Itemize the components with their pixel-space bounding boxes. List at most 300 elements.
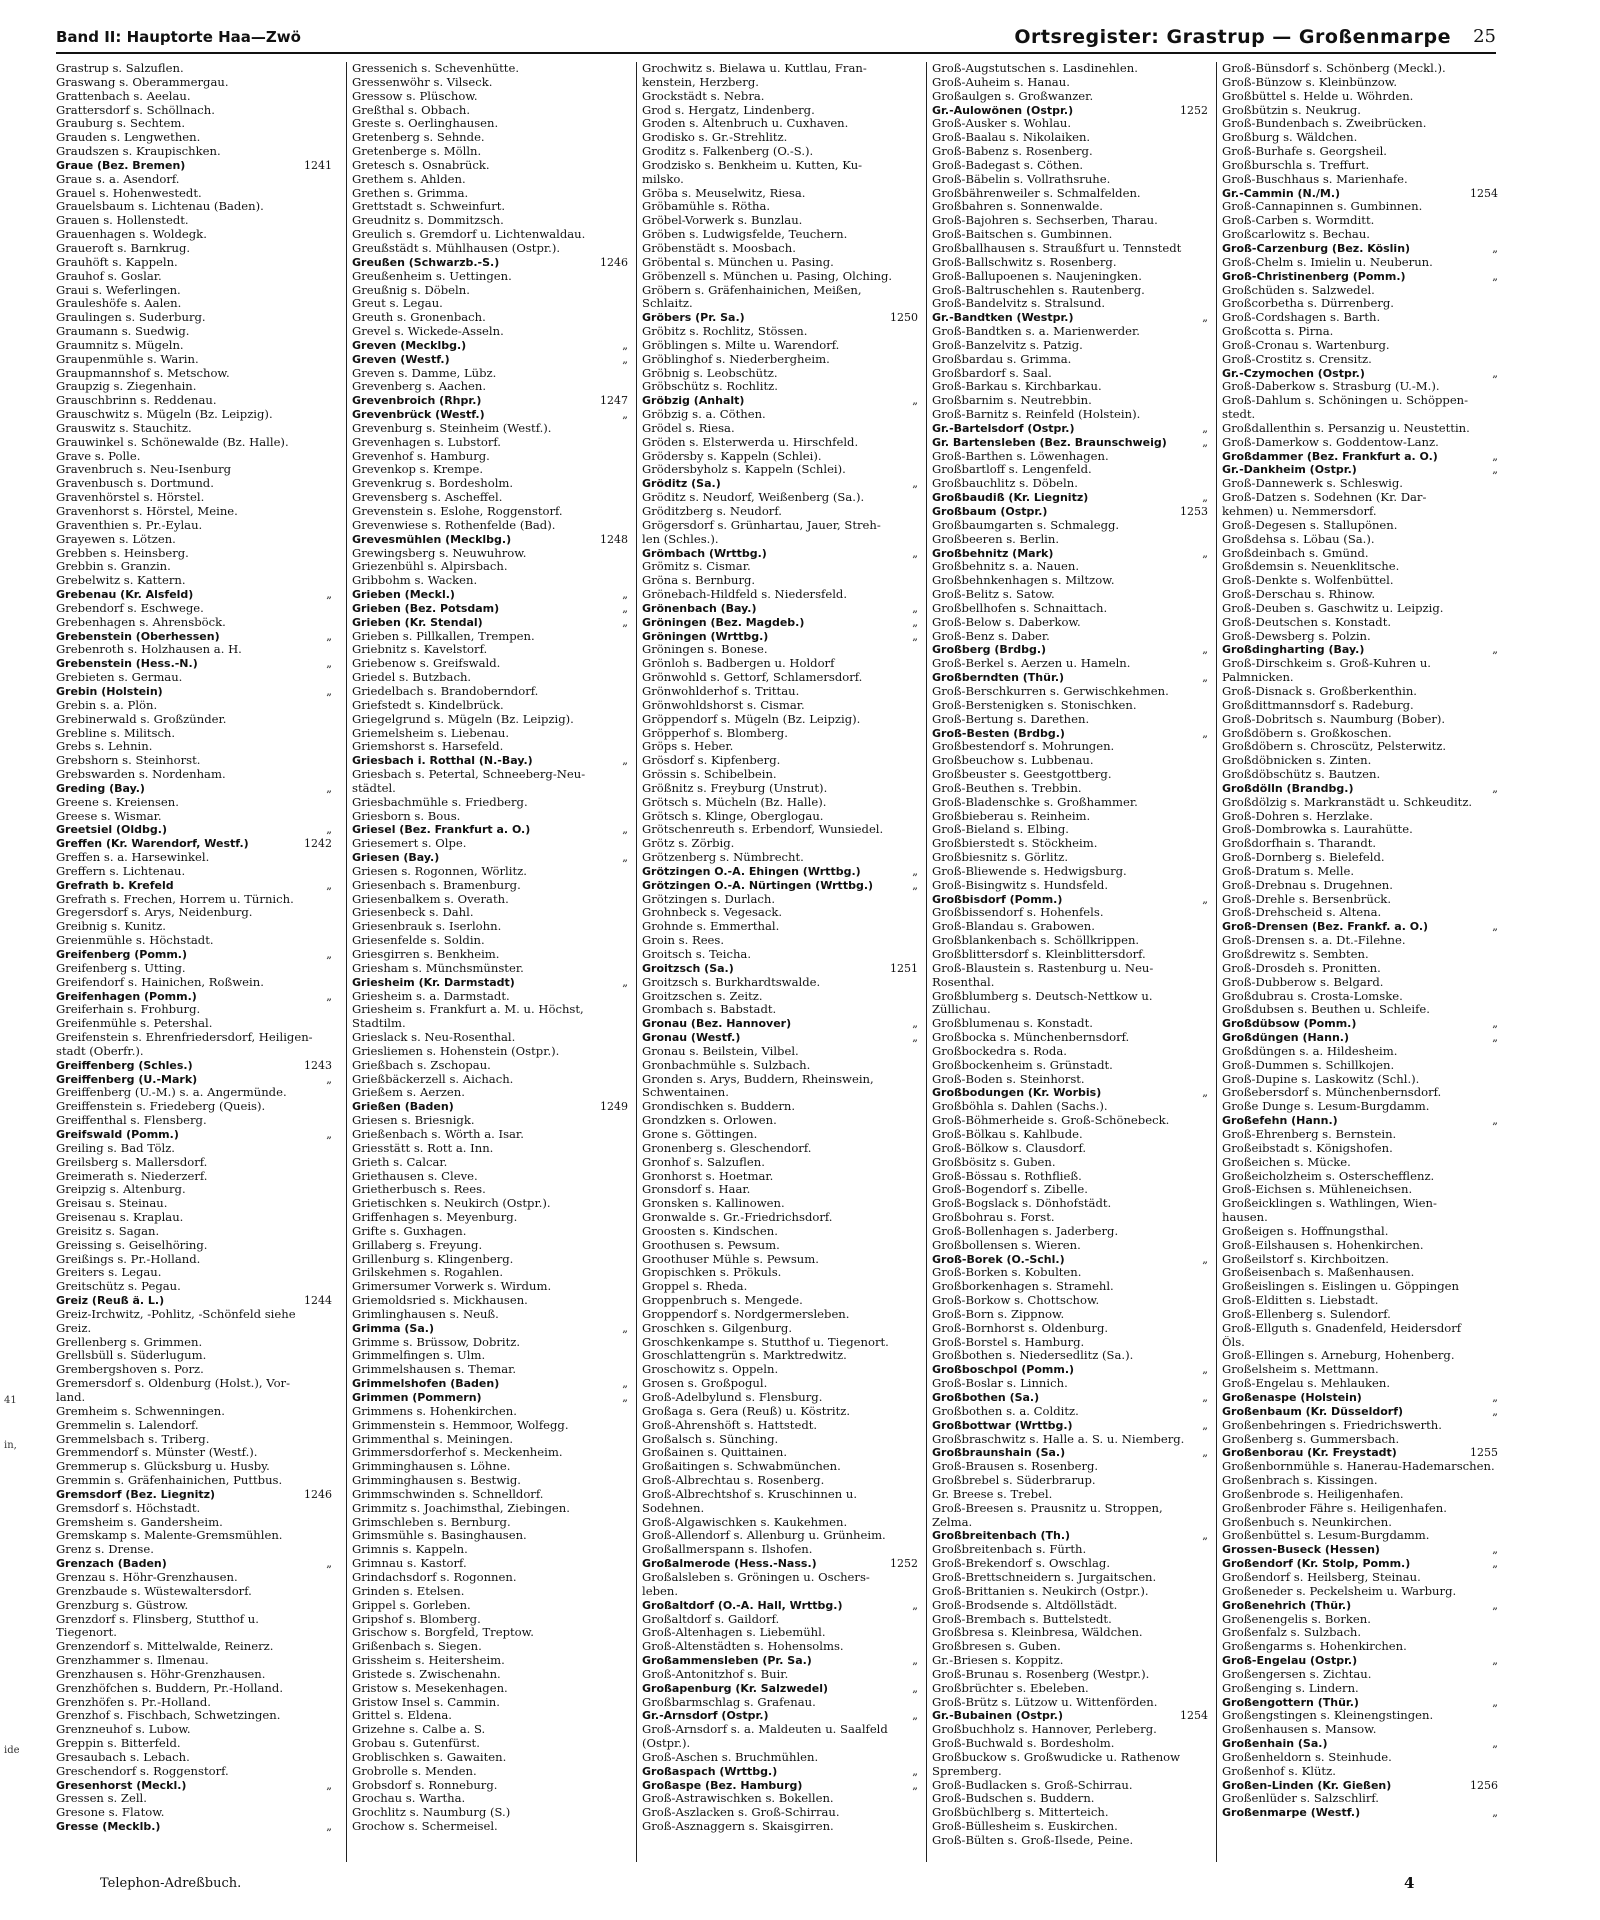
index-entry-page: „ bbox=[912, 1017, 918, 1031]
index-entry bbox=[1222, 948, 1498, 962]
index-entry bbox=[56, 1017, 332, 1031]
index-entry bbox=[352, 1626, 628, 1640]
index-entry-text: Griebnitz s. Kavelstorf. bbox=[352, 643, 488, 657]
index-entry-text: Groß-Banzelvitz s. Patzig. bbox=[932, 338, 1083, 352]
index-entry-text: Gr. Bartensleben (Bez. Braunschweig) bbox=[932, 435, 1167, 449]
index-entry bbox=[642, 270, 918, 284]
index-entry bbox=[642, 450, 918, 464]
index-entry-text: Grevel s. Wickede-Asseln. bbox=[352, 325, 504, 339]
index-entry bbox=[352, 865, 628, 879]
index-entry-main bbox=[56, 1820, 332, 1834]
index-entry-text: Groß-Beuthen s. Trebbin. bbox=[932, 781, 1082, 795]
index-entry bbox=[932, 256, 1208, 270]
index-entry-text: Grobau s. Gutenfürst. bbox=[352, 1737, 480, 1751]
index-entry bbox=[1222, 1142, 1498, 1156]
index-entry bbox=[932, 657, 1208, 671]
index-entry-page: 1247 bbox=[600, 394, 628, 408]
index-entry-main bbox=[642, 962, 918, 976]
index-entry bbox=[352, 1529, 628, 1543]
index-entry bbox=[642, 574, 918, 588]
index-entry-text: Grebenroth s. Holzhausen a. H. bbox=[56, 643, 242, 657]
index-entry-page: „ bbox=[1492, 241, 1498, 255]
index-entry bbox=[1222, 1571, 1498, 1585]
index-entry-text: Gravenbusch s. Dortmund. bbox=[56, 477, 214, 491]
index-entry-text: Grenz s. Drense. bbox=[56, 1543, 154, 1557]
index-entry bbox=[56, 1211, 332, 1225]
index-entry-text: Grebieten s. Germau. bbox=[56, 671, 183, 685]
index-entry bbox=[352, 1543, 628, 1557]
index-entry-main bbox=[56, 159, 332, 173]
index-entry bbox=[1222, 1626, 1498, 1640]
index-entry bbox=[56, 131, 332, 145]
index-entry-text: Groß-Dombrowka s. Laurahütte. bbox=[1222, 823, 1413, 837]
index-entry bbox=[56, 1723, 332, 1737]
index-entry bbox=[1222, 616, 1498, 630]
index-entry bbox=[642, 1806, 918, 1820]
index-entry bbox=[1222, 1266, 1498, 1280]
index-entry bbox=[352, 1696, 628, 1710]
index-entry-main bbox=[642, 1779, 918, 1793]
index-entry bbox=[56, 1433, 332, 1447]
index-entry-page: „ bbox=[1492, 1017, 1498, 1031]
index-entry bbox=[642, 76, 918, 90]
index-entry bbox=[642, 491, 918, 505]
index-entry-text: Grave s. Polle. bbox=[56, 449, 141, 463]
index-entry-text: Griesgirren s. Benkheim. bbox=[352, 948, 500, 961]
index-entry bbox=[1222, 1585, 1498, 1599]
index-entry-text: Großcarlowitz s. Bechau. bbox=[1222, 228, 1370, 242]
index-entry-text: Groß-Blaustein s. Rastenburg u. Neu- bbox=[932, 961, 1154, 975]
index-entry-page: 1252 bbox=[1180, 103, 1208, 117]
index-entry-text: Gretenberg s. Sehnde. bbox=[352, 131, 485, 145]
index-entry-text: Grattenbach s. Aeelau. bbox=[56, 89, 191, 103]
index-entry bbox=[56, 1613, 332, 1627]
index-entry-text: Großenaspe (Holstein) bbox=[1222, 1391, 1362, 1404]
index-entry-text: Grauelsbaum s. Lichtenau (Baden). bbox=[56, 200, 264, 214]
index-entry-text: Graudszen s. Kraupischken. bbox=[56, 145, 221, 159]
index-entry-page: „ bbox=[622, 975, 628, 989]
index-entry-text: Großbüchlberg s. Mitterteich. bbox=[932, 1806, 1109, 1820]
index-entry-text: Grebbin s. Granzin. bbox=[56, 560, 171, 574]
index-entry-text: Grimmenstein s. Hemmoor, Wolfegg. bbox=[352, 1418, 569, 1432]
index-entry-text: Gretesch s. Osnabrück. bbox=[352, 158, 490, 172]
index-entry-text: Großbothen s. a. Colditz. bbox=[932, 1404, 1079, 1418]
index-entry bbox=[642, 1308, 918, 1322]
index-entry bbox=[932, 1626, 1208, 1640]
index-entry-main bbox=[352, 533, 628, 547]
index-entry bbox=[932, 173, 1208, 187]
index-entry bbox=[56, 1640, 332, 1654]
index-entry bbox=[932, 851, 1208, 865]
index-entry bbox=[352, 463, 628, 477]
index-entry-text: Groß-Disnack s. Großberkenthin. bbox=[1222, 684, 1417, 698]
index-entry-main bbox=[642, 616, 918, 630]
index-entry bbox=[1222, 1211, 1498, 1225]
index-entry bbox=[352, 920, 628, 934]
index-entry-text: Grauel s. Hohenwestedt. bbox=[56, 186, 202, 200]
index-entry bbox=[56, 76, 332, 90]
index-entry bbox=[932, 1820, 1208, 1834]
index-entry bbox=[932, 353, 1208, 367]
index-entry bbox=[932, 1170, 1208, 1184]
index-entry bbox=[1222, 1100, 1498, 1114]
index-entry bbox=[352, 1557, 628, 1571]
index-entry-text: Grietherbusch s. Rees. bbox=[352, 1183, 486, 1197]
index-entry-text: Groß-Brodsende s. Altdöllstädt. bbox=[932, 1598, 1118, 1612]
index-entry-page: „ bbox=[1492, 1114, 1498, 1128]
index-entry bbox=[932, 1696, 1208, 1710]
index-entry bbox=[352, 173, 628, 187]
index-entry-text: Groß-Allendorf s. Allenburg u. Grünheim. bbox=[642, 1529, 886, 1543]
index-entry-text: Graueroft s. Barnkrug. bbox=[56, 241, 191, 255]
index-entry-text: Groß-Elditten s. Liebstadt. bbox=[1222, 1294, 1379, 1308]
index-entry bbox=[1222, 879, 1498, 893]
index-column-2 bbox=[346, 62, 628, 1862]
index-entry-text: Gröningen (Bez. Magdeb.) bbox=[642, 615, 805, 629]
index-entry bbox=[1222, 256, 1498, 270]
index-entry bbox=[932, 1183, 1208, 1197]
index-entry bbox=[56, 1045, 332, 1059]
index-entry-text: Grochlitz s. Naumburg (S.) bbox=[352, 1806, 511, 1820]
index-entry bbox=[642, 1363, 918, 1377]
index-entry bbox=[1222, 1197, 1498, 1211]
index-entry-text: Grevenstein s. Eslohe, Roggenstorf. bbox=[352, 505, 563, 518]
index-entry-text: Großbresen s. Guben. bbox=[932, 1640, 1061, 1654]
index-entry bbox=[642, 325, 918, 339]
index-entry-main bbox=[1222, 782, 1498, 796]
index-entry-page: 1248 bbox=[600, 532, 628, 546]
index-entry bbox=[56, 1225, 332, 1239]
index-entry bbox=[1222, 1516, 1498, 1530]
index-entry-page: 1254 bbox=[1180, 1709, 1208, 1723]
index-entry-text: Groppenbruch s. Mengede. bbox=[642, 1294, 803, 1308]
index-entry-text: Griesham s. Münchsmünster. bbox=[352, 961, 524, 975]
index-entry bbox=[932, 796, 1208, 810]
index-entry-text: Groppel s. Rheda. bbox=[642, 1280, 748, 1294]
index-entry bbox=[932, 1031, 1208, 1045]
index-entry-page: „ bbox=[622, 352, 628, 366]
index-entry bbox=[56, 145, 332, 159]
index-entry bbox=[352, 1751, 628, 1765]
index-entry-text: Großbahren s. Sonnenwalde. bbox=[932, 200, 1103, 214]
index-entry bbox=[932, 962, 1208, 976]
index-entry-text: Grewingsberg s. Neuwuhrow. bbox=[352, 546, 527, 560]
index-entry bbox=[1222, 1474, 1498, 1488]
index-entry bbox=[642, 906, 918, 920]
index-entry bbox=[352, 104, 628, 118]
index-entry bbox=[352, 1709, 628, 1723]
index-entry-text: Gröningen (Wrttbg.) bbox=[642, 629, 769, 643]
index-entry-text: Großebersdorf s. Münchenbernsdorf. bbox=[1222, 1086, 1442, 1100]
index-entry-page: „ bbox=[1492, 781, 1498, 795]
index-entry-text: Großeigen s. Hoffnungsthal. bbox=[1222, 1224, 1389, 1238]
index-entry bbox=[352, 727, 628, 741]
index-entry-text: Groß-Brettschneidern s. Jurgaitschen. bbox=[932, 1570, 1157, 1584]
index-entry-text: Greiz-Irchwitz, -Pohlitz, -Schönfeld siehe bbox=[56, 1307, 296, 1321]
index-entry-text: Grifte s. Guxhagen. bbox=[352, 1224, 467, 1238]
index-entry bbox=[642, 90, 918, 104]
index-entry-text: Groß-Bölkau s. Kahlbude. bbox=[932, 1127, 1083, 1141]
index-entry-text: Grießenbach s. Wörth a. Isar. bbox=[352, 1127, 524, 1141]
index-entry bbox=[642, 1668, 918, 1682]
index-entry-text: Grodisko s. Gr.-Strehlitz. bbox=[642, 131, 788, 145]
index-entry bbox=[932, 574, 1208, 588]
index-entry-text: Groitzsch (Sa.) bbox=[642, 961, 734, 975]
index-entry bbox=[642, 768, 918, 782]
index-entry-text: Grebinerwald s. Großzünder. bbox=[56, 712, 227, 726]
index-entry bbox=[932, 1599, 1208, 1613]
index-entry bbox=[642, 699, 918, 713]
index-entry bbox=[932, 588, 1208, 602]
index-entry-page: „ bbox=[326, 657, 332, 671]
index-entry-text: Züllichau. bbox=[932, 1003, 991, 1017]
index-entry bbox=[932, 1543, 1208, 1557]
index-entry bbox=[352, 1405, 628, 1419]
index-entry bbox=[932, 920, 1208, 934]
index-entry-text: Große Dunge s. Lesum-Burgdamm. bbox=[1222, 1100, 1430, 1114]
index-entry-text: Grohnbeck s. Vegesack. bbox=[642, 906, 783, 920]
index-entry bbox=[1222, 131, 1498, 145]
index-entry-text: Gröbenstädt s. Moosbach. bbox=[642, 241, 796, 255]
index-entry bbox=[56, 1280, 332, 1294]
index-entry bbox=[352, 159, 628, 173]
margin-note: ide bbox=[4, 1745, 20, 1756]
index-entry bbox=[352, 990, 628, 1004]
index-entry bbox=[932, 1557, 1208, 1571]
index-entry-text: Griesbach s. Petertal, Schneeberg-Neu- bbox=[352, 768, 586, 782]
index-entry-text: Groß-Dobritsch s. Naumburg (Bober). bbox=[1222, 712, 1446, 726]
index-entry bbox=[932, 1142, 1208, 1156]
margin-note: in, bbox=[4, 1440, 17, 1451]
index-entry-text: Großefehn (Hann.) bbox=[1222, 1114, 1338, 1128]
index-entry-page: „ bbox=[622, 615, 628, 629]
index-entry bbox=[56, 1806, 332, 1820]
index-entry bbox=[56, 1460, 332, 1474]
index-entry bbox=[932, 1779, 1208, 1793]
index-entry-page: „ bbox=[622, 1321, 628, 1335]
index-entry bbox=[56, 1100, 332, 1114]
index-entry-main bbox=[642, 547, 918, 561]
index-entry-page: „ bbox=[1202, 643, 1208, 657]
index-entry-text: Grieth s. Calcar. bbox=[352, 1155, 448, 1169]
index-entry bbox=[352, 1142, 628, 1156]
index-entry-text: Gronhorst s. Hoetmar. bbox=[642, 1169, 774, 1183]
index-entry-text: Grevesmühlen (Mecklbg.) bbox=[352, 532, 512, 546]
index-entry-text: Greut s. Legau. bbox=[352, 297, 443, 311]
index-entry-text: Großbreitenbach (Th.) bbox=[932, 1529, 1071, 1543]
index-entry bbox=[642, 1737, 918, 1751]
index-entry bbox=[642, 1170, 918, 1184]
index-entry bbox=[1222, 962, 1498, 976]
index-entry bbox=[932, 616, 1208, 630]
index-entry bbox=[642, 256, 918, 270]
index-entry-text: Gr. Breese s. Trebel. bbox=[932, 1487, 1053, 1501]
index-entry-text: Großeneder s. Peckelsheim u. Warburg. bbox=[1222, 1584, 1457, 1598]
index-entry bbox=[1222, 1751, 1498, 1765]
index-entry-page: 1251 bbox=[890, 961, 918, 975]
index-entry bbox=[932, 450, 1208, 464]
index-entry bbox=[352, 1792, 628, 1806]
index-entry-text: Grimmelfingen s. Ulm. bbox=[352, 1349, 486, 1363]
index-entry bbox=[56, 1142, 332, 1156]
index-entry-text: Großdüngen s. a. Hildesheim. bbox=[1222, 1044, 1398, 1058]
index-entry-text: Gripshof s. Blomberg. bbox=[352, 1612, 481, 1626]
index-entry-text: Großbaumgarten s. Schmalegg. bbox=[932, 518, 1120, 532]
index-column-5 bbox=[1216, 62, 1498, 1862]
index-entry-text: kenstein, Herzberg. bbox=[642, 75, 759, 89]
index-entry bbox=[1222, 533, 1498, 547]
index-entry-text: Groß-Bandtken s. a. Marienwerder. bbox=[932, 325, 1140, 339]
index-entry bbox=[352, 1585, 628, 1599]
index-entry bbox=[932, 1017, 1208, 1031]
index-entry-page: 1241 bbox=[304, 158, 332, 172]
index-entry bbox=[932, 1100, 1208, 1114]
index-entry-text: Groß-Carben s. Wormditt. bbox=[1222, 214, 1375, 228]
index-entry-text: Groß-Derschau s. Rhinow. bbox=[1222, 588, 1376, 602]
index-entry bbox=[1222, 1488, 1498, 1502]
index-entry bbox=[1222, 1723, 1498, 1737]
index-entry bbox=[1222, 1529, 1498, 1543]
index-entry-text: Grössin s. Schibelbein. bbox=[642, 768, 777, 782]
index-entry-text: Griesemert s. Olpe. bbox=[352, 837, 467, 851]
index-entry bbox=[56, 643, 332, 657]
index-column-1 bbox=[56, 62, 332, 1862]
index-entry-text: Greven s. Damme, Lübz. bbox=[352, 366, 497, 380]
index-entry bbox=[1222, 851, 1498, 865]
index-entry-main bbox=[642, 1654, 918, 1668]
index-entry bbox=[1222, 837, 1498, 851]
index-entry-text: Großdöbschütz s. Bautzen. bbox=[1222, 768, 1381, 782]
index-entry-text: Grellenberg s. Grimmen. bbox=[56, 1335, 203, 1349]
index-entry bbox=[352, 1640, 628, 1654]
index-entry-text: Grebenau (Kr. Alsfeld) bbox=[56, 588, 194, 602]
index-entry bbox=[352, 1017, 628, 1031]
index-entry bbox=[352, 768, 628, 782]
index-entry-page: „ bbox=[1202, 421, 1208, 435]
index-entry-main bbox=[642, 394, 918, 408]
index-entry bbox=[932, 1433, 1208, 1447]
index-entry bbox=[352, 1723, 628, 1737]
index-entry bbox=[56, 380, 332, 394]
index-entry-text: Greipzig s. Altenburg. bbox=[56, 1183, 186, 1197]
index-entry-text: Groß-Denkte s. Wolfenbüttel. bbox=[1222, 574, 1394, 588]
index-entry-text: Groß-Cordshagen s. Barth. bbox=[1222, 311, 1381, 325]
index-entry-text: Gressow s. Plüschow. bbox=[352, 89, 478, 103]
index-entry-text: Grimmelshausen s. Themar. bbox=[352, 1363, 517, 1377]
index-entry-text: Groin s. Rees. bbox=[642, 934, 725, 948]
index-entry-text: Greisau s. Steinau. bbox=[56, 1197, 168, 1211]
index-entry-text: Großainen s. Quittainen. bbox=[642, 1446, 788, 1460]
index-entry bbox=[642, 104, 918, 118]
index-columns bbox=[56, 62, 1496, 1882]
index-entry bbox=[1222, 796, 1498, 810]
index-entry bbox=[1222, 1073, 1498, 1087]
index-entry-text: Großaitingen s. Schwabmünchen. bbox=[642, 1460, 841, 1474]
index-entry-page: 1249 bbox=[600, 1100, 628, 1114]
index-entry-main bbox=[352, 1377, 628, 1391]
index-entry bbox=[56, 754, 332, 768]
index-entry-main bbox=[352, 754, 628, 768]
index-entry bbox=[932, 214, 1208, 228]
index-entry bbox=[352, 311, 628, 325]
index-entry-main bbox=[352, 1322, 628, 1336]
index-entry bbox=[642, 588, 918, 602]
index-entry-text: Grobsdorf s. Ronneburg. bbox=[352, 1778, 498, 1792]
index-entry bbox=[352, 214, 628, 228]
index-entry bbox=[352, 1474, 628, 1488]
index-entry-text: Greußenheim s. Uettingen. bbox=[352, 269, 512, 283]
index-entry-text: Grizehne s. Calbe a. S. bbox=[352, 1723, 486, 1737]
index-entry-text: Grebenstein (Hess.-N.) bbox=[56, 657, 198, 671]
index-entry-text: Griesborn s. Bous. bbox=[352, 809, 461, 823]
index-entry-text: stadt (Oberfr.). bbox=[56, 1044, 144, 1058]
index-entry-main bbox=[642, 1557, 918, 1571]
index-entry-text: Grimminghausen s. Löhne. bbox=[352, 1460, 511, 1474]
index-entry-text: Grimmen (Pommern) bbox=[352, 1391, 482, 1404]
index-entry-main bbox=[932, 1391, 1208, 1405]
index-entry-text: Groß-Belitz s. Satow. bbox=[932, 588, 1055, 602]
index-entry-text: Großenborau (Kr. Freystadt) bbox=[1222, 1446, 1397, 1460]
index-entry-text: Groothuser Mühle s. Pewsum. bbox=[642, 1252, 819, 1266]
index-entry bbox=[932, 1751, 1208, 1765]
index-entry-main bbox=[352, 976, 628, 990]
index-entry-page: „ bbox=[912, 878, 918, 892]
index-entry-text: Grebs s. Lehnin. bbox=[56, 740, 153, 754]
index-entry-text: Graue (Bez. Bremen) bbox=[56, 158, 186, 172]
index-entry bbox=[56, 311, 332, 325]
index-entry bbox=[932, 1654, 1208, 1668]
index-entry-text: Grögersdorf s. Grünhartau, Jauer, Streh- bbox=[642, 518, 881, 532]
index-entry bbox=[932, 477, 1208, 491]
index-entry-page: „ bbox=[1492, 1737, 1498, 1751]
index-entry-text: Grevenburg s. Steinheim (Westf.). bbox=[352, 421, 552, 435]
index-entry-page: „ bbox=[1202, 1529, 1208, 1543]
index-entry-text: Großbieberau s. Reinheim. bbox=[932, 809, 1091, 823]
index-entry bbox=[642, 187, 918, 201]
index-entry bbox=[1222, 685, 1498, 699]
index-entry bbox=[352, 837, 628, 851]
index-entry-page: „ bbox=[326, 1557, 332, 1571]
index-entry-text: Groß-Bössau s. Rothfließ. bbox=[932, 1169, 1082, 1183]
index-entry-text: Groß-Barthen s. Löwenhagen. bbox=[932, 449, 1109, 463]
index-entry bbox=[1222, 353, 1498, 367]
index-entry-text: Graupzig s. Ziegenhain. bbox=[56, 380, 197, 394]
index-entry-text: Grondzken s. Orlowen. bbox=[642, 1114, 777, 1128]
index-entry bbox=[352, 1280, 628, 1294]
index-entry-text: Großengstingen s. Kleinengstingen. bbox=[1222, 1709, 1434, 1723]
index-entry bbox=[642, 284, 918, 298]
index-entry bbox=[1222, 1349, 1498, 1363]
index-entry-page: „ bbox=[1202, 435, 1208, 449]
index-entry bbox=[352, 1031, 628, 1045]
index-entry-text: Großenmarpe (Westf.) bbox=[1222, 1806, 1361, 1820]
index-entry bbox=[352, 1433, 628, 1447]
index-entry-page: „ bbox=[912, 394, 918, 408]
index-entry-main bbox=[642, 630, 918, 644]
index-entry bbox=[642, 408, 918, 422]
index-entry-text: Grilskehmen s. Rogahlen. bbox=[352, 1266, 504, 1280]
index-entry-page: „ bbox=[912, 1778, 918, 1792]
index-entry-text: Großdöbnicken s. Zinten. bbox=[1222, 754, 1372, 768]
index-entry-text: Gr.-Bubainen (Ostpr.) bbox=[932, 1709, 1063, 1723]
index-entry-text: Greiffenberg (U.-Mark) bbox=[56, 1072, 198, 1086]
index-entry-text: kehmen) u. Nemmersdorf. bbox=[1222, 505, 1377, 518]
index-entry-text: Großendorf s. Heilsberg, Steinau. bbox=[1222, 1570, 1421, 1584]
index-entry-text: Großbaudiß (Kr. Liegnitz) bbox=[932, 491, 1089, 505]
index-entry bbox=[56, 768, 332, 782]
index-entry-text: Großbothen s. Niedersedlitz (Sa.). bbox=[932, 1349, 1134, 1363]
index-entry-text: Groß-Baalau s. Nikolaiken. bbox=[932, 131, 1091, 145]
